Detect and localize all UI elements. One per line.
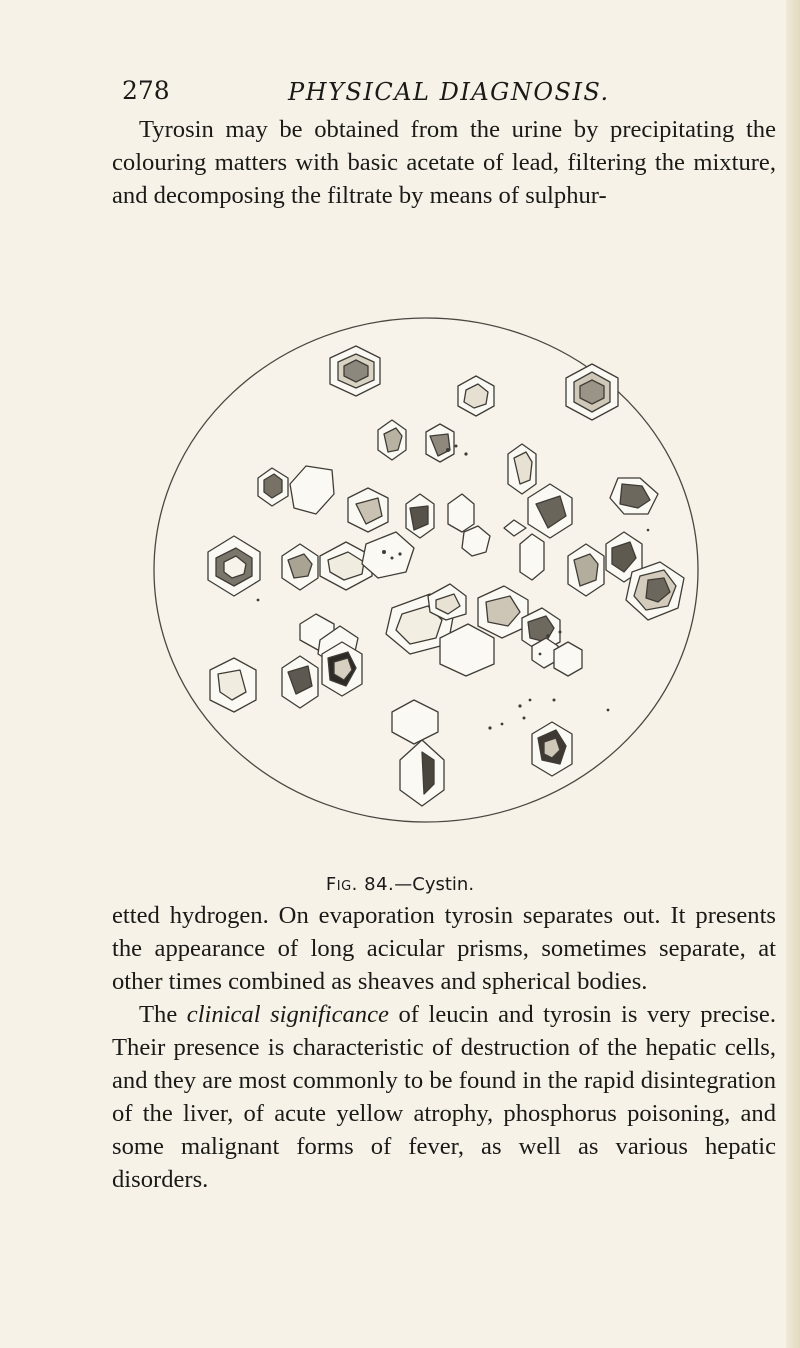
paragraph-tyrosin-method: Tyrosin may be obtained from the urine by precipitating the colouring matters with basic acetate of lead, filtering the mixture, and decomposing the filtrate by means of sulphur- — [112, 116, 776, 209]
crystal-hexagon — [520, 534, 544, 580]
figure-title: —Cystin. — [394, 874, 475, 895]
cystin-crystals-illustration — [148, 308, 708, 838]
crystal-hexagon — [532, 722, 572, 776]
page-edge — [786, 0, 800, 1348]
crystal-hexagon — [568, 544, 604, 596]
crystal-hexagon — [508, 444, 536, 494]
crystal-hexagon — [210, 658, 256, 712]
crystal-hexagon — [554, 642, 582, 676]
figure-label: Fig. 84. — [325, 874, 395, 895]
crystal-hexagon — [426, 424, 454, 462]
paragraph-clinical-significance — [112, 998, 776, 1196]
page-header — [122, 76, 722, 116]
page-number: 278 — [122, 76, 170, 105]
clinical-emphasis: clinical significance — [186, 1001, 389, 1028]
text-block-bottom — [112, 899, 776, 1196]
paragraph-evaporation: etted hydrogen. On evaporation tyrosin separates out. It presents the appearance of long acicular prisms, sometimes separate, at other times combined as sheaves and spherical bodies. — [112, 902, 776, 995]
crystal-hexagon — [322, 642, 362, 696]
crystal-hexagon — [348, 488, 388, 532]
running-head: PHYSICAL DIAGNOSIS. — [288, 78, 610, 106]
clinical-rest: of leucin and tyrosin is very precise. Their presence is characteristic of destruction of the hepatic cells, and they are most commonly to be found in the rapid disintegration of the liver, of acute yellow atrophy, phosphorus poisoning, and some malignant forms of fever, as well as various hepatic disorders. — [112, 1001, 776, 1193]
text-block-top — [112, 113, 776, 212]
crystal-hexagon — [406, 494, 434, 538]
clinical-lead: The — [139, 1001, 187, 1028]
crystal-hexagon — [282, 656, 318, 708]
figure-caption — [0, 874, 800, 895]
